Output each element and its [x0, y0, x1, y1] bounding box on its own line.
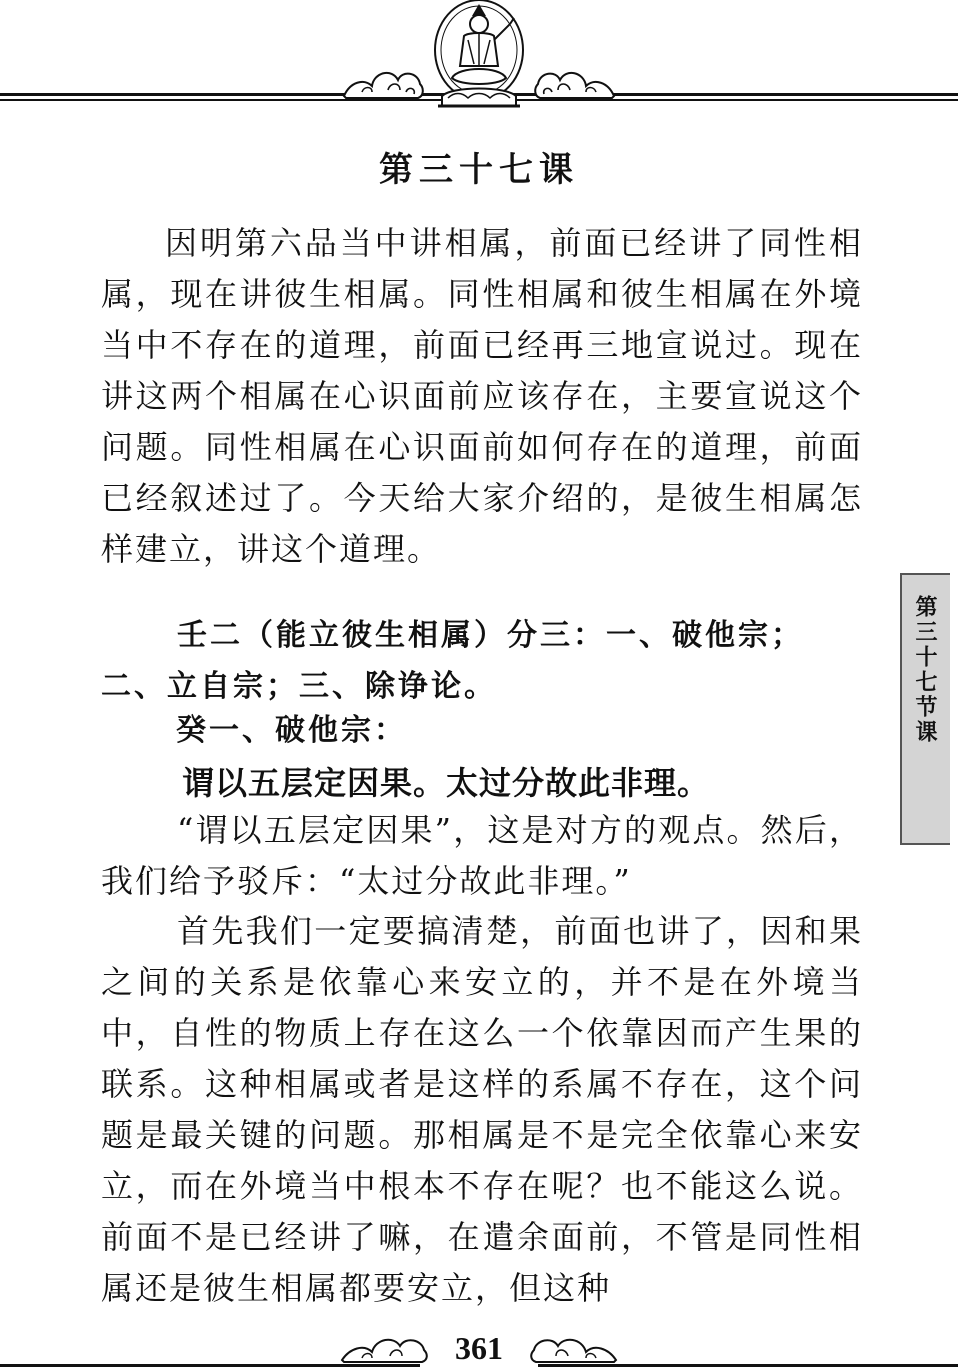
outline-heading-section: 壬二（能立彼生相属）分三：一、破他宗；二、立自宗；三、除诤论。: [101, 618, 804, 704]
chapter-side-tab: [900, 573, 950, 845]
outline-heading-subsection: 癸一、破他宗：: [176, 713, 407, 748]
root-verse: 谓以五层定因果。太过分故此非理。: [182, 764, 711, 802]
page-number: 361: [455, 1330, 503, 1366]
chapter-side-tab-label: 第三十七节课: [912, 595, 938, 745]
guru-figure-emblem-icon: [428, 0, 530, 108]
footer-rule-left: [0, 1364, 420, 1367]
cloud-ornament-right-icon: [532, 62, 618, 102]
footer-rule-right: [538, 1364, 958, 1367]
commentary-paragraph-verse: “谓以五层定因果”，这是对方的观点。然后，我们给予驳斥：“太过分故此非理。”: [101, 811, 863, 900]
lesson-title: 第三十七课: [379, 150, 579, 190]
commentary-paragraph-main: 首先我们一定要搞清楚，前面也讲了，因和果之间的关系是依靠心来安立的，并不是在外境当中，自性的物质上存在这么一个依靠因而产生果的联系。这种相属或者是这样的系属不存在，这个问题是最关键的问题。那相属是不是完全依靠心来安立，而在外境当中根本不存在呢？也不能这么说。前面不是已经讲了嘛，在遣余面前，不管是同性相属还是彼生相属都要安立，但这种: [101, 912, 863, 1307]
cloud-ornament-left-icon: [340, 62, 426, 102]
intro-paragraph: 因明第六品当中讲相属，前面已经讲了同性相属，现在讲彼生相属。同性相属和彼生相属在外境当中不存在的道理，前面已经再三地宣说过。现在讲这两个相属在心识面前应该存在，主要宣说这个问题。同性相属在心识面前如何存在的道理，前面已经叙述过了。今天给大家介绍的，是彼生相属怎样建立，讲这个道理。: [101, 224, 863, 568]
